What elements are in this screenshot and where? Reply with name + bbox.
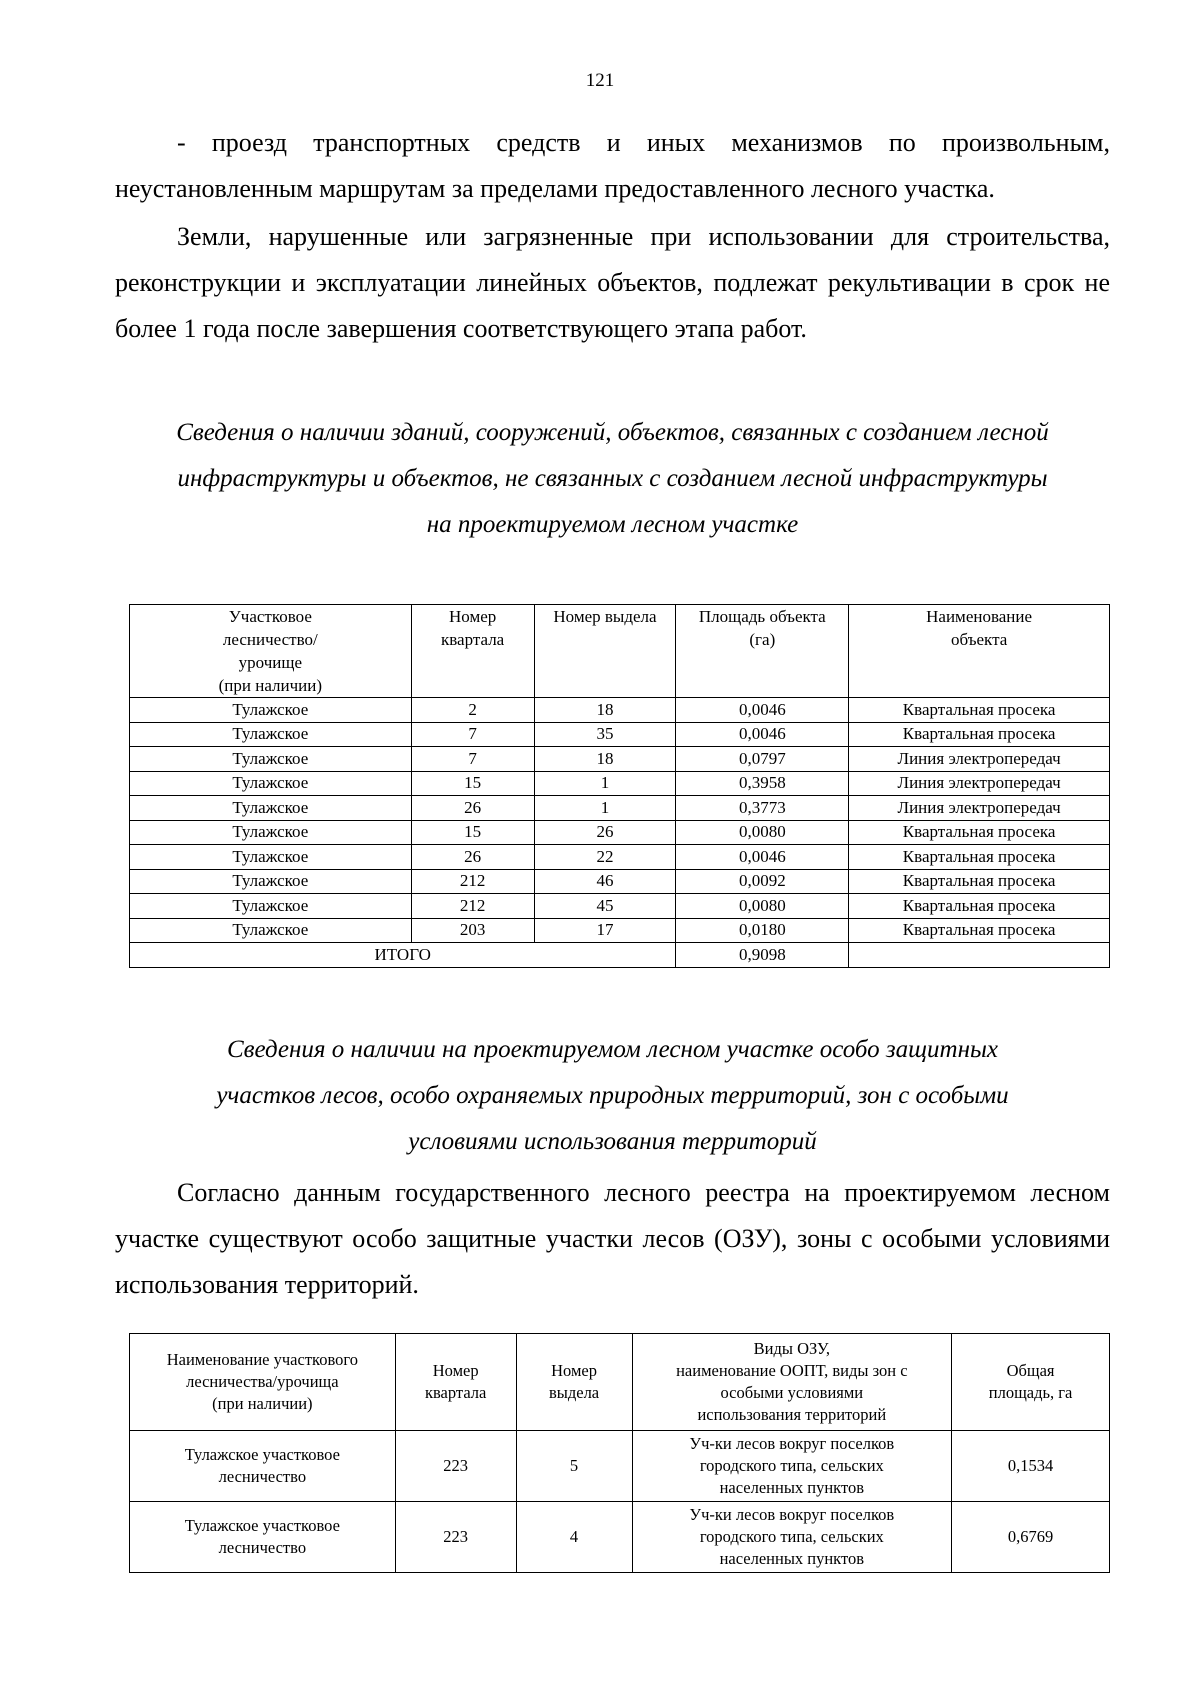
table-cell: 0,0797 [676, 747, 849, 772]
table-cell: 46 [534, 869, 676, 894]
table-cell [632, 1431, 952, 1502]
cell-text-line: лесничества/урочища [186, 1372, 339, 1391]
cell-text-line: объекта [950, 630, 1008, 649]
header-kvartal [411, 605, 534, 698]
header-videl [534, 605, 676, 698]
table-row [130, 1502, 1110, 1573]
table-cell: 18 [534, 698, 676, 723]
cell-text-line: (га) [749, 630, 776, 649]
table-cell: Тулажское [130, 698, 412, 723]
cell-text-line: Номер [432, 1361, 479, 1380]
table-cell: 18 [534, 747, 676, 772]
infrastructure-table [129, 604, 1110, 968]
table-row [130, 820, 1110, 845]
table-cell: Квартальная просека [849, 894, 1110, 919]
cell-text-line: выдела [548, 1383, 600, 1402]
table-cell: Квартальная просека [849, 820, 1110, 845]
table-cell: Тулажское [130, 894, 412, 919]
cell-text-line: Наименование [926, 607, 1033, 626]
table-row [130, 894, 1110, 919]
table-cell: Линия электропередач [849, 771, 1110, 796]
table-cell: Квартальная просека [849, 845, 1110, 870]
table-cell: Линия электропередач [849, 796, 1110, 821]
heading-line: Сведения о наличии зданий, сооружений, объектов, связанных с созданием лесной [176, 419, 1049, 446]
cell-text-line: квартала [440, 630, 505, 649]
heading-infrastructure [115, 410, 1110, 548]
heading-line: Сведения о наличии на проектируемом лесном участке особо защитных [226, 1036, 999, 1063]
table-cell: 212 [411, 869, 534, 894]
table-cell: Тулажское [130, 918, 412, 943]
cell-text-line: Тулажское участковое [184, 1445, 340, 1464]
table-cell: Тулажское [130, 796, 412, 821]
table-row [130, 796, 1110, 821]
cell-text-line: Номер [448, 607, 497, 626]
table-cell: 0,0046 [676, 845, 849, 870]
paragraph-registry: Согласно данным государственного лесного реестра на проектируемом лесном участке существуют особо защитные участки лесов (ОЗУ), зоны с особыми условиями использования территорий. [115, 1178, 1110, 1299]
paragraph-reclamation: Земли, нарушенные или загрязненные при использовании для строительства, реконструкции и эксплуатации линейных объектов, подлежат рекультивации в срок не более 1 года после завершения соответствующего этапа работ. [115, 222, 1110, 343]
cell-text-line: населенных пунктов [719, 1478, 865, 1497]
table-cell: 212 [411, 894, 534, 919]
protected-areas-table [129, 1333, 1110, 1573]
table-cell: 0,0092 [676, 869, 849, 894]
cell-text-line: урочище [238, 653, 302, 672]
table-cell: 203 [411, 918, 534, 943]
table-cell: 0,3958 [676, 771, 849, 796]
table-cell: 45 [534, 894, 676, 919]
paragraph-restrictions: - проезд транспортных средств и иных механизмов по произвольным, неустановленным маршрутам за пределами предоставленного лесного участка. [115, 128, 1110, 203]
table-cell: Тулажское [130, 869, 412, 894]
total-value: 0,9098 [676, 943, 849, 968]
heading-line: условиями использования территорий [408, 1128, 817, 1155]
header-forestry [130, 605, 412, 698]
table-cell: Тулажское [130, 845, 412, 870]
table-cell: 223 [395, 1431, 516, 1502]
table-row [130, 747, 1110, 772]
table-cell: 223 [395, 1502, 516, 1573]
header-forestry-name [130, 1334, 396, 1431]
table-cell: Тулажское [130, 820, 412, 845]
table-cell: 7 [411, 747, 534, 772]
header-ozu-types [632, 1334, 952, 1431]
table-cell: 4 [516, 1502, 632, 1573]
cell-text-line: Участковое [228, 607, 312, 626]
table-cell: 1 [534, 771, 676, 796]
table-cell: 15 [411, 771, 534, 796]
header-videl [516, 1334, 632, 1431]
table-header-row [130, 605, 1110, 698]
table-cell: 17 [534, 918, 676, 943]
cell-text-line: Уч-ки лесов вокруг поселков [689, 1505, 895, 1524]
cell-text-line: Площадь объекта [698, 607, 826, 626]
table-header-row [130, 1334, 1110, 1431]
table-cell: 22 [534, 845, 676, 870]
cell-text-line: населенных пунктов [719, 1549, 865, 1568]
table-cell: Квартальная просека [849, 869, 1110, 894]
cell-text-line: городского типа, сельских [699, 1456, 884, 1475]
table-cell: 2 [411, 698, 534, 723]
cell-text-line: Тулажское участковое [184, 1516, 340, 1535]
cell-text-line: Номер [551, 1361, 597, 1380]
table-cell: 7 [411, 722, 534, 747]
cell-text-line: наименование ООПТ, виды зон с [676, 1361, 908, 1380]
table-total-row [130, 943, 1110, 968]
cell-text-line: лесничество [218, 1467, 307, 1486]
table-cell: 0,0046 [676, 722, 849, 747]
table-cell: 26 [411, 845, 534, 870]
table-cell: Тулажское [130, 771, 412, 796]
cell-text-line: Уч-ки лесов вокруг поселков [689, 1434, 895, 1453]
table-cell: 0,0180 [676, 918, 849, 943]
total-empty-cell [849, 943, 1110, 968]
header-object-name [849, 605, 1110, 698]
cell-text-line: (при наличии) [212, 1394, 313, 1413]
table-cell: 26 [534, 820, 676, 845]
table-row [130, 698, 1110, 723]
table-row [130, 845, 1110, 870]
table-cell: Линия электропередач [849, 747, 1110, 772]
table-cell: Квартальная просека [849, 698, 1110, 723]
table-cell: Тулажское [130, 722, 412, 747]
table-row [130, 771, 1110, 796]
table-cell: 15 [411, 820, 534, 845]
cell-text-line: использования территорий [697, 1405, 887, 1424]
heading-line: инфраструктуры и объектов, не связанных с созданием лесной инфраструктуры [177, 465, 1048, 492]
cell-text-line: лесничество/ [222, 630, 318, 649]
table-cell: Квартальная просека [849, 722, 1110, 747]
cell-text-line: Наименование участкового [166, 1350, 358, 1369]
table-cell: 0,3773 [676, 796, 849, 821]
cell-text-line: Номер выдела [553, 607, 657, 626]
heading-line: на проектируемом лесном участке [426, 511, 799, 538]
table-cell: 0,0046 [676, 698, 849, 723]
table-cell: 0,1534 [952, 1431, 1110, 1502]
table-row [130, 722, 1110, 747]
table-cell: Квартальная просека [849, 918, 1110, 943]
header-area [676, 605, 849, 698]
cell-text-line: Виды ОЗУ, [753, 1339, 830, 1358]
table-row [130, 1431, 1110, 1502]
table-cell: 1 [534, 796, 676, 821]
cell-text-line: квартала [424, 1383, 487, 1402]
cell-text-line: лесничество [218, 1538, 307, 1557]
cell-text-line: площадь, га [988, 1383, 1073, 1402]
table-cell: 35 [534, 722, 676, 747]
table-cell: Тулажское [130, 747, 412, 772]
page-number: 121 [585, 70, 615, 91]
cell-text-line: (при наличии) [218, 676, 323, 695]
header-kvartal [395, 1334, 516, 1431]
table-cell: 0,6769 [952, 1502, 1110, 1573]
cell-text-line: Общая [1006, 1361, 1055, 1380]
table-cell: 0,0080 [676, 894, 849, 919]
table-cell: 5 [516, 1431, 632, 1502]
cell-text-line: особыми условиями [720, 1383, 864, 1402]
table-row [130, 869, 1110, 894]
table-cell: 26 [411, 796, 534, 821]
table-cell: 0,0080 [676, 820, 849, 845]
cell-text-line: городского типа, сельских [699, 1527, 884, 1546]
heading-protected-areas [115, 1027, 1110, 1165]
table-cell [632, 1502, 952, 1573]
table-cell [130, 1431, 396, 1502]
header-total-area [952, 1334, 1110, 1431]
total-label: ИТОГО [130, 943, 676, 968]
table-row [130, 918, 1110, 943]
table-cell [130, 1502, 396, 1573]
heading-line: участков лесов, особо охраняемых природных территорий, зон с особыми [216, 1082, 1009, 1109]
